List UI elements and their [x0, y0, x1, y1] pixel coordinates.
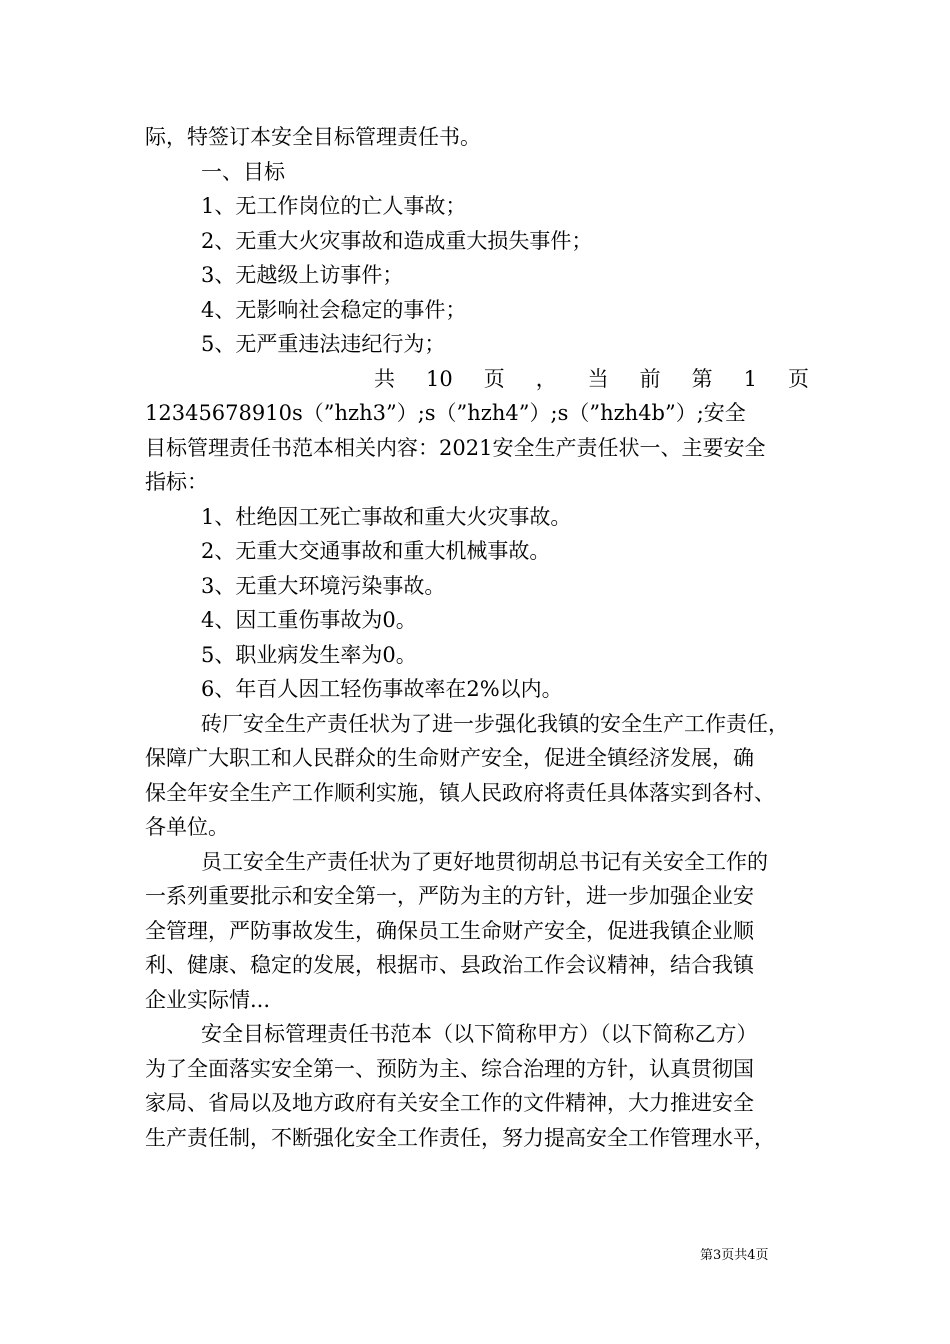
page-footer: 第3页共4页 — [700, 1248, 769, 1263]
indicator-item: 6、年百人因工轻伤事故率在2%以内。 — [201, 677, 563, 701]
paragraph-line: 生产责任制，不断强化安全工作责任，努力提高安全工作管理水平， — [145, 1125, 775, 1150]
goal-item: 5、无严重违法违纪行为； — [201, 332, 446, 356]
page-info-part: 页 — [483, 366, 505, 391]
paragraph-line: 全管理，严防事故发生，确保员工生命财产安全，促进我镇企业顺 — [145, 918, 754, 943]
indicator-item: 4、因工重伤事故为0。 — [201, 608, 417, 632]
document-body — [145, 120, 809, 1155]
indicator-item: 5、职业病发生率为0。 — [201, 642, 417, 667]
paragraph-line: 为了全面落实安全第一、预防为主、综合治理的方针，认真贯彻国 — [145, 1056, 754, 1081]
text-line: 目标管理责任书范本相关内容：2021安全生产责任状一、主要安全 — [145, 435, 766, 460]
code-line: 12345678910s（”hzh3”）;s（”hzh4”）;s（”hzh4b”）;安全 — [145, 401, 746, 425]
goal-item: 2、无重大火灾事故和造成重大损失事件； — [201, 228, 593, 253]
indicator-item: 2、无重大交通事故和重大机械事故。 — [201, 539, 551, 563]
goal-item: 4、无影响社会稳定的事件； — [201, 297, 467, 322]
page-info-line — [145, 362, 809, 397]
text-line: 指标： — [145, 470, 208, 494]
paragraph-line: 各单位。 — [145, 815, 229, 839]
paragraph-line: 砖厂安全生产责任状为了进一步强化我镇的安全生产工作责任， — [201, 711, 789, 736]
text-line: 际，特签订本安全目标管理责任书。 — [145, 125, 481, 149]
paragraph-line: 保全年安全生产工作顺利实施，镇人民政府将责任具体落实到各村、 — [145, 780, 775, 805]
page-info-part: 当 — [587, 366, 609, 391]
goal-item: 3、无越级上访事件； — [201, 263, 404, 287]
paragraph-line: 一系列重要批示和安全第一，严防为主的方针，进一步加强企业安 — [145, 884, 754, 908]
page-info-part: 第 — [691, 366, 713, 391]
page-info-part: 页 — [787, 366, 809, 391]
paragraph-line: 保障广大职工和人民群众的生命财产安全，促进全镇经济发展，确 — [145, 746, 754, 770]
page-info-part: ， — [535, 366, 557, 391]
page-info-part: 前 — [639, 366, 661, 391]
indicator-item: 3、无重大环境污染事故。 — [201, 573, 446, 598]
page-info-part: 1 — [743, 366, 757, 391]
paragraph-line: 企业实际情... — [145, 987, 271, 1012]
paragraph-line: 家局、省局以及地方政府有关安全工作的文件精神，大力推进安全 — [145, 1091, 754, 1115]
page-info-part: 10 — [425, 366, 453, 391]
page-info-part: 共 — [374, 366, 395, 391]
paragraph-line: 利、健康、稳定的发展，根据市、县政治工作会议精神，结合我镇 — [145, 953, 754, 977]
page-info — [374, 362, 809, 397]
indicator-item: 1、杜绝因工死亡事故和重大火灾事故。 — [201, 504, 572, 529]
paragraph-line: 安全目标管理责任书范本（以下简称甲方）（以下简称乙方） — [201, 1022, 758, 1046]
goal-item: 1、无工作岗位的亡人事故； — [201, 194, 467, 218]
paragraph-line: 员工安全生产责任状为了更好地贯彻胡总书记有关安全工作的 — [201, 849, 768, 874]
section-heading: 一、目标 — [201, 159, 285, 184]
